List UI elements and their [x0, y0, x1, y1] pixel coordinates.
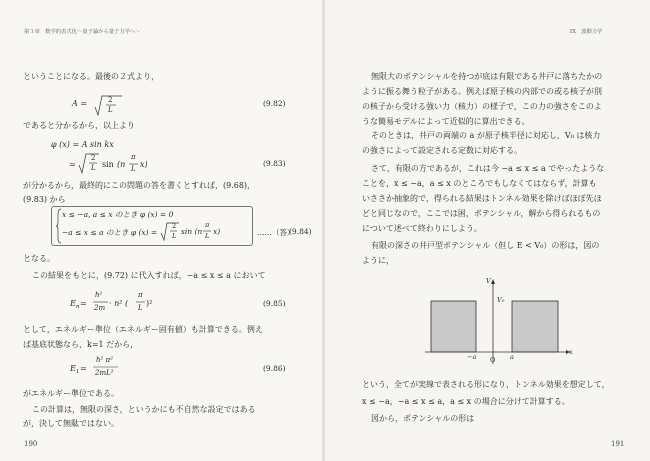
label-v0: V₀: [497, 296, 505, 304]
text-line: x ≤ −a，−a ≤ x ≤ a，a ≤ x の場合に分けて計算する。: [362, 397, 570, 406]
equation-number: (9.85): [263, 299, 286, 308]
text-line: さて，有限の方であるが，これは今 −a ≤ x ≤ a でやったような: [371, 164, 605, 173]
running-header: 第３章 数学的表式化〜量子論から量子力学へ〜: [24, 29, 141, 35]
page-number: 190: [24, 440, 38, 448]
text-line: 無限大のポテンシャルを持つが底は有限である井戸に落ちたかの: [371, 72, 603, 81]
text-line: どと同じなので，ここでは困，ポテンシャル，解から得られるもの: [362, 209, 601, 218]
text-line: ことを，x ≤ −a，a ≤ x のところでもしなくてはならず，計算も: [362, 179, 597, 188]
case-row-2: −a ≤ x ≤ a のとき φ (x) = 2 L sin (n π L x): [62, 221, 252, 243]
label-minus-a: −a: [467, 353, 477, 361]
text-line: の核子から受ける強い力（核力）の様子で，この力の強さをこのよ: [362, 102, 602, 111]
text-line: の強さによって設定される定数に対応する。: [362, 146, 522, 155]
text-line: いささか抽象的で，得られる結果はトンネル効果を除けばほぼ先ほ: [362, 194, 602, 203]
equation-9-83-line2: = 2 L sin (n π L x): [69, 152, 189, 176]
text-line: となる。: [23, 254, 55, 263]
text-line: 図から，ポテンシャルの形は: [371, 414, 475, 423]
equation-9-85: E n = ℏ² 2m · n² ( π L )²: [70, 291, 153, 312]
text-line: という，全てが実線で表される形になり，トンネル効果を想定して，: [362, 380, 610, 389]
text-line: (9.83) から: [23, 195, 66, 204]
text-line: が，決して無駄ではない。: [23, 419, 119, 428]
text-line: であると分かるから，以上より: [23, 121, 135, 130]
text-line: そのときは，井戸の両端の a が原子核半径に対応し，V₀ は核力: [371, 131, 601, 140]
page-number: 191: [611, 440, 625, 448]
text-line: が分かるから，最終的にこの問題の答を書くとすれば，(9.68)，: [23, 181, 256, 190]
text-line: 有限の深さの井戸型ポテンシャル（但し E < V₀）の形は，図の: [371, 241, 600, 250]
sqrt-fraction: [160, 221, 180, 243]
text-line: この結果をもとに，(9.72) に代入すれば，−a ≤ x ≤ a において: [32, 271, 266, 280]
sqrt-fraction: [78, 152, 100, 176]
equation-number: (9.83): [263, 159, 286, 168]
text-line: として，エネルギー準位（エネルギー固有値）も計算できる。例え: [23, 325, 263, 334]
axis-label-v: V: [486, 277, 491, 285]
text-line: について述べて終わりにしよう。: [362, 224, 482, 233]
running-header: IX 波動力学: [570, 29, 603, 35]
text-line: うな簡易モデルによって近似的に算出できる。: [362, 117, 530, 126]
equation-number: (9.82): [263, 99, 286, 108]
right-page: [325, 0, 650, 461]
answer-mark: ……（答）: [257, 228, 295, 237]
label-a: a: [510, 353, 514, 361]
equation-number: (9.84): [289, 227, 312, 236]
axis-label-x: x: [569, 348, 573, 356]
equation-9-83-line1: φ (x) = A sin kx: [51, 140, 114, 149]
potential-well-figure: [420, 276, 575, 366]
equation-9-86: E 1 = ℏ² π² 2mL²: [70, 356, 114, 377]
case-row-1: x ≤ −a, a ≤ x のとき φ (x) = 0: [62, 210, 174, 219]
text-line: ように，: [362, 256, 394, 265]
text-line: この計算は，無限の深さ，というかにも不自然な設定ではある: [32, 405, 256, 414]
equation-number: (9.86): [263, 364, 286, 373]
text-line: ように振る舞う粒子がある。例えば原子核の内部での或る核子が別: [362, 87, 602, 96]
left-page: 第３章 数学的表式化〜量子論から量子力学へ〜 ということになる。最後の２式より， A = 2 L (9.82) であると分かるから，以上より φ (x) = A sin kx = 2 L sin (n π L x) (9.83) が分かるから，最終的にこの問題の答を書くとすれば，(9.68)， (9.83) から x ≤ −a, a ≤ x のとき φ (x) = 0 −a ≤ x ≤ a のとき φ (x) = 2 L sin (n π L x) ……（答） (9.84) となる。 この結果をもとに，(9.72) に代入すれば，−a ≤ x ≤ a において E n = ℏ² 2m · n² ( π L )² (9.85) として，エネルギー準位（エネルギー固有値）も計算できる。例え ば基底状態なら，k=1 だから， E 1 = ℏ² π² 2mL² (9.86) がエネルギー準位である。 この計算は，無限の深さ，というかにも不自然な設定ではある が，決して無駄ではない。 190: [0, 0, 325, 461]
text-line: がエネルギー準位である。: [23, 389, 119, 398]
text-line: ば基底状態なら，k=1 だから，: [23, 340, 139, 349]
text-line: ということになる。最後の２式より，: [23, 72, 159, 81]
label-origin: O: [490, 356, 496, 364]
